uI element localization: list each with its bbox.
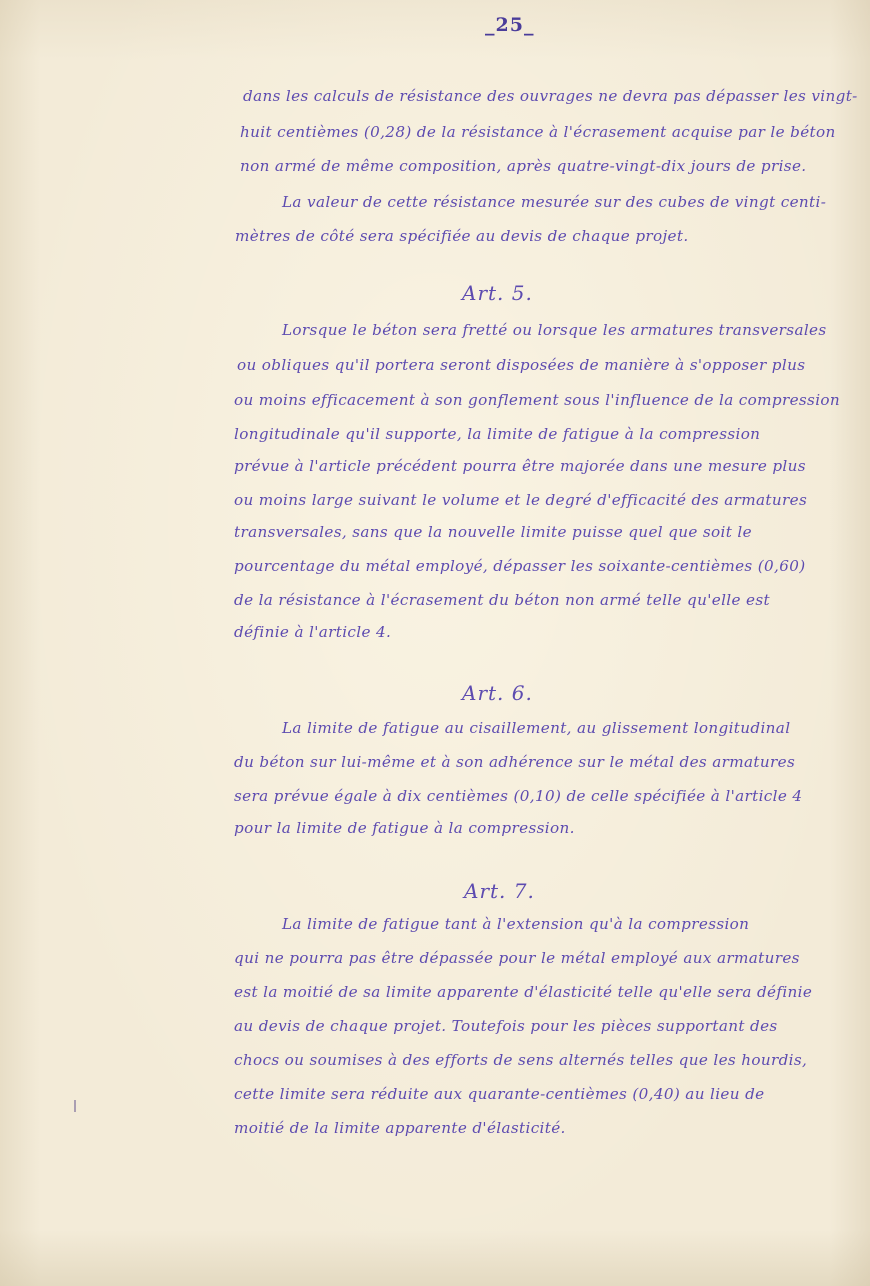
text-line: ou moins large suivant le volume et le degré d'efficacité des armatures (234, 491, 808, 509)
text-line: qui ne pourra pas être dépassée pour le métal employé aux armatures (234, 949, 800, 967)
article-heading: Art. 7. (464, 879, 535, 903)
text-line: au devis de chaque projet. Toutefois pour les pièces supportant des (234, 1017, 778, 1035)
text-line: non armé de même composition, après quatre-vingt-dix jours de prise. (240, 157, 807, 175)
text-line: est la moitié de sa limite apparente d'élasticité telle qu'elle sera définie (234, 983, 813, 1001)
article-heading: Art. 6. (462, 681, 533, 705)
text-line: du béton sur lui-même et à son adhérence sur le métal des armatures (234, 753, 796, 771)
text-line: La limite de fatigue au cisaillement, au glissement longitudinal (282, 719, 791, 737)
text-line: La valeur de cette résistance mesurée sur des cubes de vingt centi- (282, 193, 827, 211)
text-line: sera prévue égale à dix centièmes (0,10) de celle spécifiée à l'article 4 (234, 787, 803, 805)
text-line: prévue à l'article précédent pourra être majorée dans une mesure plus (234, 457, 806, 475)
text-line: de la résistance à l'écrasement du béton non armé telle qu'elle est (234, 591, 770, 609)
text-line: ou obliques qu'il portera seront disposées de manière à s'opposer plus (237, 356, 806, 374)
text-line: longitudinale qu'il supporte, la limite de fatigue à la compression (234, 425, 761, 443)
text-line: La limite de fatigue tant à l'extension qu'à la compression (282, 915, 750, 933)
text-line: Lorsque le béton sera fretté ou lorsque les armatures transversales (282, 321, 827, 339)
text-line: cette limite sera réduite aux quarante-centièmes (0,40) au lieu de (234, 1085, 765, 1103)
text-line: définie à l'article 4. (234, 623, 392, 641)
text-line: huit centièmes (0,28) de la résistance à l'écrasement acquise par le béton (240, 123, 836, 141)
text-line: dans les calculs de résistance des ouvrages ne devra pas dépasser les vingt- (243, 87, 858, 105)
text-line: moitié de la limite apparente d'élasticité. (234, 1119, 566, 1137)
text-line: mètres de côté sera spécifiée au devis de chaque projet. (235, 227, 689, 245)
text-line: ou moins efficacement à son gonflement sous l'influence de la compression (234, 391, 841, 409)
text-line: transversales, sans que la nouvelle limite puisse quel que soit le (234, 523, 752, 541)
page-number: _25_ (485, 14, 535, 36)
text-line: pour la limite de fatigue à la compression. (234, 819, 575, 837)
margin-mark (74, 1100, 76, 1112)
text-line: chocs ou soumises à des efforts de sens alternés telles que les hourdis, (234, 1051, 808, 1069)
article-heading: Art. 5. (462, 281, 533, 305)
text-line: pourcentage du métal employé, dépasser les soixante-centièmes (0,60) (234, 557, 806, 575)
